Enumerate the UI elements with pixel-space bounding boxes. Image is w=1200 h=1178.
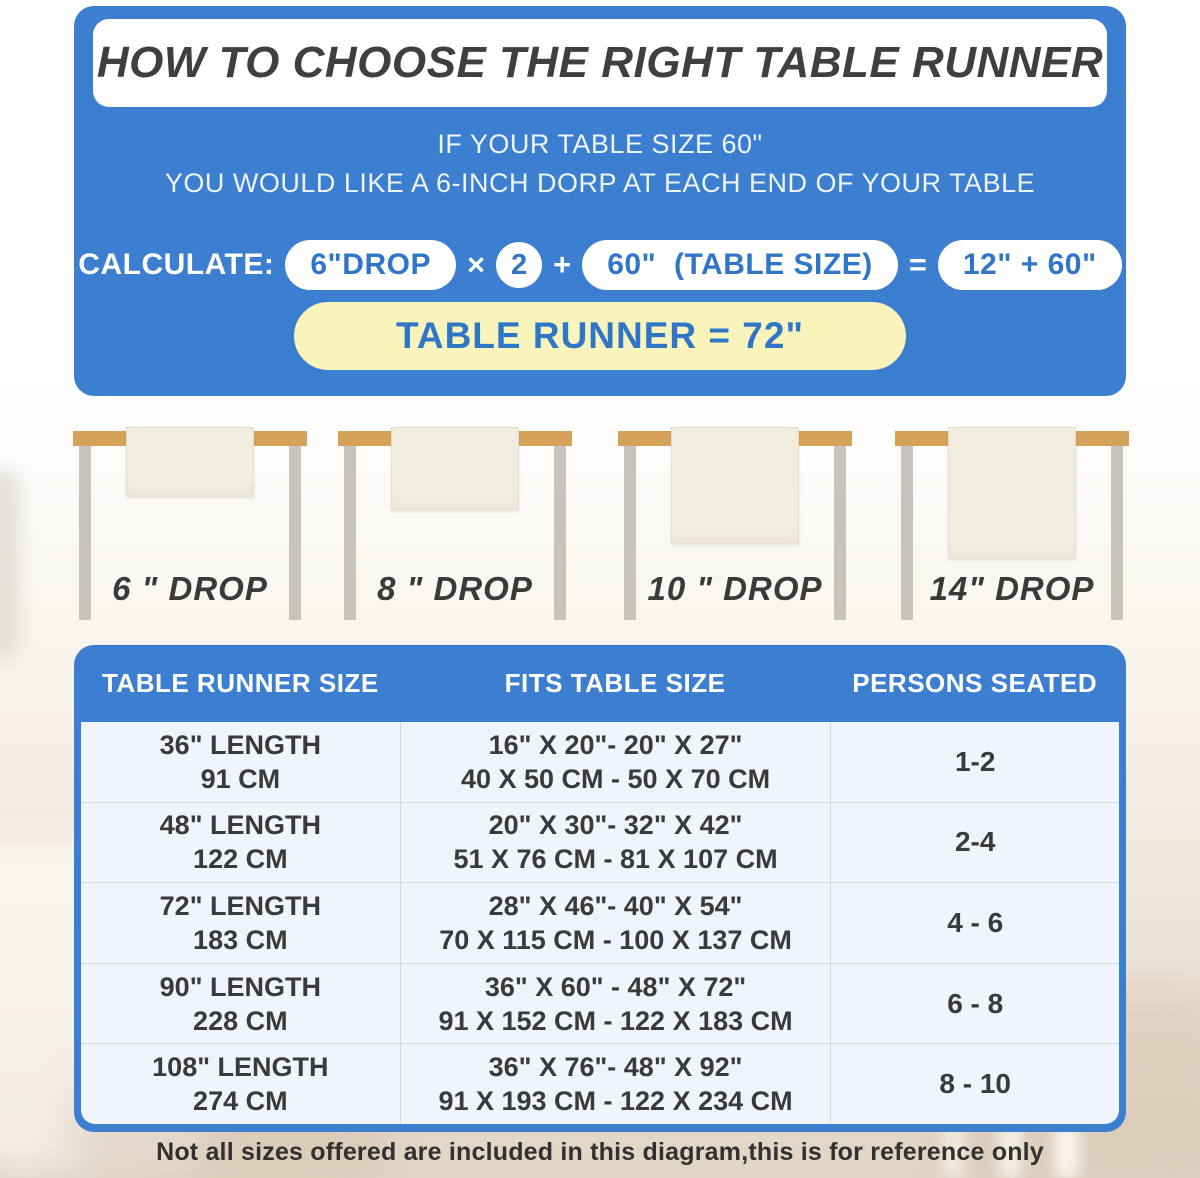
fits-line1: 36" X 60" - 48" X 72" [484,971,747,1002]
subtitle-line-1: IF YOUR TABLE SIZE 60" [437,129,763,159]
drop-label: 14" DROP [929,570,1095,607]
cell-runner-size [81,803,400,883]
fits-line2: 91 X 152 CM - 122 X 183 CM [438,1005,793,1036]
cell-persons [830,1044,1119,1124]
persons-value: 1-2 [954,745,996,777]
runner-cloth [948,427,1076,559]
size-table-body [81,722,1119,1124]
drop-table-14 [895,424,1129,634]
drop-illustrations [0,424,1200,634]
fits-line1: 36" X 76"- 48" X 92" [488,1052,743,1083]
calculation-row [74,240,1126,290]
cell-runner-size [81,883,400,963]
header-cell-runner-size: TABLE RUNNER SIZE [101,668,379,698]
runner-cloth [391,427,519,510]
runner-cloth [671,427,799,544]
fits-line1: 16" X 20"- 20" X 27" [488,729,743,760]
fits-line2: 51 X 76 CM - 81 X 107 CM [453,844,778,875]
cell-fits-size [400,1044,831,1124]
runner-result-pill: TABLE RUNNER = 72" [294,302,906,370]
size-table-panel [74,645,1126,1132]
runner-size-line2: 274 CM [193,1086,288,1117]
persons-value: 2-4 [954,826,996,858]
table-size-pill: 60" (TABLE SIZE) [582,240,898,290]
subtitle-line-2: YOU WOULD LIKE A 6-INCH DORP AT EACH END OF YOUR TABLE [164,168,1036,198]
fits-line2: 91 X 193 CM - 122 X 234 CM [438,1086,793,1117]
runner-size-line1: 72" LENGTH [159,890,321,921]
multiplier-badge: 2 [496,242,542,288]
cell-runner-size [81,722,400,802]
sum-pill: 12" + 60" [938,240,1122,290]
runner-size-line2: 122 CM [193,844,288,875]
cell-persons [830,964,1119,1044]
runner-size-line1: 48" LENGTH [159,810,321,841]
cell-fits-size [400,883,831,963]
table-row [81,1043,1119,1124]
runner-size-line2: 183 CM [193,924,288,955]
title-banner [93,19,1107,107]
footer-note: Not all sizes offered are included in this diagram,this is for reference only [156,1138,1044,1166]
equals-sign: = [908,247,927,282]
plus-sign: + [553,247,572,282]
runner-size-line1: 36" LENGTH [159,729,321,760]
persons-value: 4 - 6 [947,906,1004,938]
table-row [81,802,1119,883]
size-table-header [81,645,1119,722]
cell-fits-size [400,964,831,1044]
table-row [81,882,1119,963]
drop-table-6 [73,424,307,634]
cell-fits-size [400,722,831,802]
runner-size-line2: 228 CM [193,1005,288,1036]
page-title: HOW TO CHOOSE THE RIGHT TABLE RUNNER [96,38,1104,87]
persons-value: 8 - 10 [939,1068,1011,1100]
drop-table-10 [618,424,852,634]
cell-persons [830,883,1119,963]
runner-size-line1: 108" LENGTH [152,1052,329,1083]
header-panel [74,6,1126,396]
drop-label: 8 " DROP [377,570,533,607]
fits-line1: 28" X 46"- 40" X 54" [488,890,743,921]
fits-line2: 40 X 50 CM - 50 X 70 CM [460,763,771,794]
drop-label: 6 " DROP [112,570,268,607]
cell-fits-size [400,803,831,883]
cell-runner-size [81,1044,400,1124]
header-cell-fits-size: FITS TABLE SIZE [504,668,726,698]
drop-label: 10 " DROP [647,570,823,607]
runner-size-line1: 90" LENGTH [159,971,321,1002]
cell-runner-size [81,964,400,1044]
drop-value-pill: 6"DROP [285,240,456,290]
cell-persons [830,803,1119,883]
fits-line2: 70 X 115 CM - 100 X 137 CM [439,924,792,955]
persons-value: 6 - 8 [947,987,1004,1019]
calculate-label: CALCULATE: [78,248,275,281]
runner-cloth [126,427,254,497]
table-row [81,722,1119,802]
multiply-sign: × [466,247,486,282]
fits-line1: 20" X 30"- 32" X 42" [488,810,743,841]
drop-table-8 [338,424,572,634]
header-cell-persons: PERSONS SEATED [852,668,1098,698]
table-row [81,963,1119,1044]
runner-size-line2: 91 CM [200,763,281,794]
cell-persons [830,722,1119,802]
